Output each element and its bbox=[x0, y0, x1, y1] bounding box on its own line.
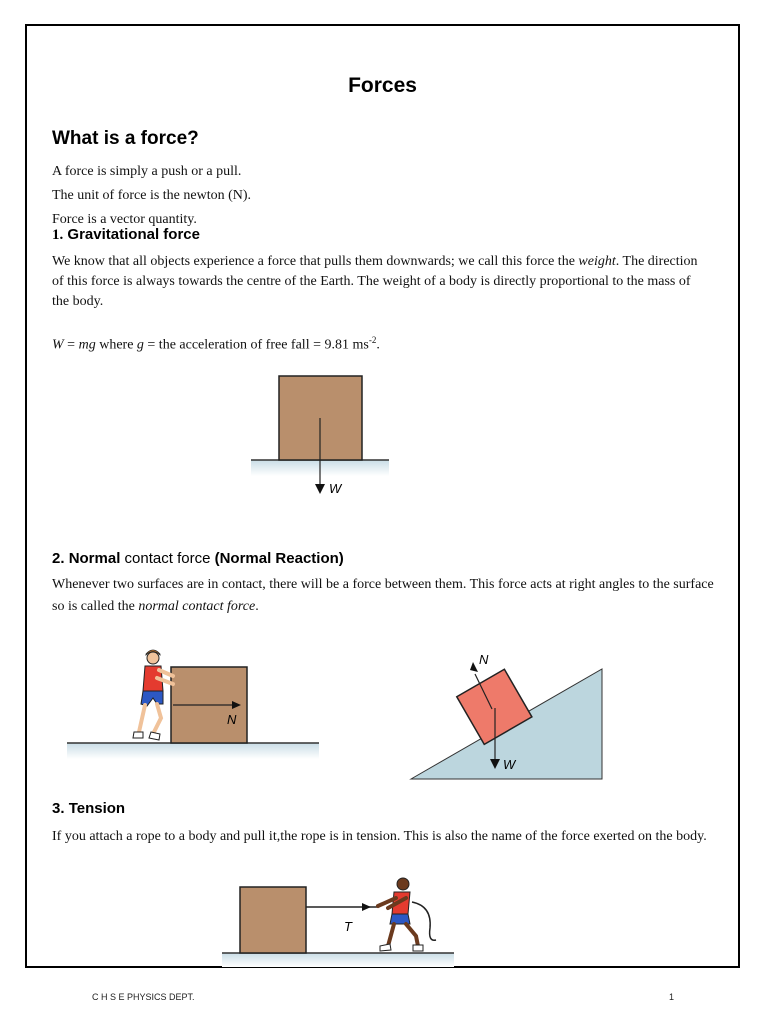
section1-heading bbox=[52, 226, 200, 244]
push-diagram bbox=[65, 646, 320, 766]
section2-para-a: Whenever two surfaces are in contact, there will be a force between them. This force acts at right angles to the surface so is called the bbox=[52, 577, 714, 614]
tension-t-label: T bbox=[344, 919, 352, 934]
section3-title: Tension bbox=[68, 800, 126, 817]
push-ground-shade bbox=[67, 743, 319, 759]
eq-end: . bbox=[376, 337, 380, 353]
section2-number: 2. bbox=[52, 550, 65, 567]
intro-line-3: Force is a vector quantity. bbox=[52, 212, 197, 227]
section3-heading bbox=[52, 800, 125, 817]
page-frame bbox=[25, 24, 740, 968]
section2-title-rest: (Normal Reaction) bbox=[210, 550, 344, 567]
pushing-person bbox=[133, 650, 173, 740]
section2-para-em: normal contact force bbox=[138, 599, 256, 614]
section1-para-b: . The direction of this force is always towards the centre of the Earth. The weight of a body is directly proportional to the mass of the body. bbox=[52, 254, 698, 309]
footer-dept: C H S E PHYSICS DEPT. bbox=[92, 992, 195, 1002]
section2-title-bold: Normal bbox=[68, 550, 121, 567]
intro-heading: What is a force? bbox=[52, 128, 199, 149]
intro-line-2: The unit of force is the newton (N). bbox=[52, 188, 252, 203]
tension-diagram bbox=[220, 876, 460, 968]
section1-para-a: We know that all objects experience a force that pulls them downwards; we call this force the bbox=[52, 254, 579, 269]
normal-arrow-head bbox=[470, 662, 478, 672]
weight-equation bbox=[52, 330, 380, 356]
page-title: Forces bbox=[348, 74, 417, 97]
eq-equals: = bbox=[63, 337, 79, 353]
section1-title: Gravitational force bbox=[67, 226, 200, 243]
section1-number: 1. bbox=[52, 227, 64, 243]
section2-title-light: contact force bbox=[120, 550, 211, 567]
push-n-label: N bbox=[227, 712, 237, 727]
eq-w: W bbox=[52, 337, 64, 353]
eq-mg: mg bbox=[78, 337, 96, 353]
tension-box bbox=[240, 887, 306, 953]
eq-where: where bbox=[95, 337, 137, 353]
section3-paragraph: If you attach a rope to a body and pull it,the rope is in tension. This is also the name of the force exerted on the body. bbox=[52, 829, 707, 844]
section1-para-em: weight bbox=[578, 254, 616, 269]
tension-ground-shade bbox=[222, 953, 454, 967]
footer-page-number: 1 bbox=[669, 992, 675, 1002]
tension-arrow-head bbox=[362, 903, 371, 911]
incline-w-label: W bbox=[503, 757, 516, 772]
weight-diagram bbox=[249, 371, 391, 506]
section1-paragraph bbox=[52, 252, 702, 312]
section2-paragraph bbox=[52, 574, 717, 618]
eq-rest: = the acceleration of free fall = 9.81 ms bbox=[143, 337, 369, 353]
weight-label: W bbox=[329, 481, 342, 496]
weight-arrow-head bbox=[315, 484, 325, 494]
intro-line-1: A force is simply a push or a pull. bbox=[52, 164, 242, 179]
incline-diagram bbox=[409, 626, 609, 786]
pulling-person bbox=[378, 878, 423, 951]
section2-heading bbox=[52, 550, 344, 567]
section2-para-b: . bbox=[255, 599, 259, 614]
section3-number: 3. bbox=[52, 800, 65, 817]
eq-sup: -2 bbox=[368, 335, 377, 345]
eq-g: g bbox=[136, 337, 144, 353]
incline-n-label: N bbox=[479, 652, 489, 667]
